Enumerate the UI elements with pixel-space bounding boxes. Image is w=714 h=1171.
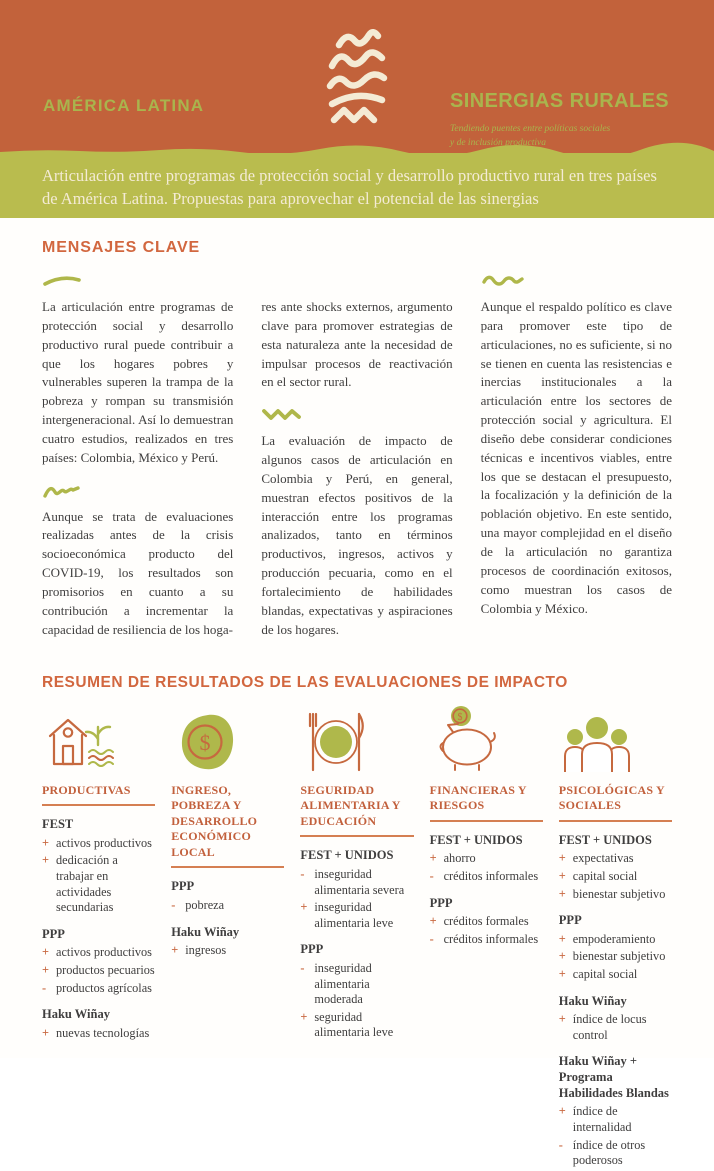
brand-title: SINERGIAS RURALES xyxy=(450,90,670,112)
impact-item xyxy=(171,943,284,959)
impact-item xyxy=(559,1104,672,1135)
impact-text: créditos informales xyxy=(443,931,539,946)
impact-list xyxy=(171,943,284,959)
program-name: Haku Wiñay xyxy=(171,924,240,939)
squiggle-spacer xyxy=(261,270,452,298)
impact-text: ingresos xyxy=(185,943,227,958)
program-group xyxy=(430,896,543,948)
key-messages-column xyxy=(42,270,233,654)
program-name: PPP xyxy=(171,879,195,894)
impact-text: índice de otros poderosos xyxy=(572,1137,646,1168)
impact-item xyxy=(300,900,413,931)
plus-sign: + xyxy=(429,914,437,929)
loop-squiggle-icon xyxy=(481,272,672,292)
column-title-underline xyxy=(300,835,413,837)
key-messages-columns xyxy=(42,270,672,654)
impact-text: capital social xyxy=(572,868,638,883)
impact-text: inseguridad alimentaria leve xyxy=(314,900,394,930)
wave-squiggle-icon xyxy=(42,482,233,502)
program-group xyxy=(559,1054,672,1168)
plus-sign: + xyxy=(558,1012,566,1027)
waves-logo-icon xyxy=(316,26,398,131)
impact-text: bienestar subjetivo xyxy=(572,949,666,964)
program-name: Haku Wiñay xyxy=(558,993,627,1008)
impact-text: bienestar subjetivo xyxy=(572,886,666,901)
results-column-title: PRODUCTIVAS xyxy=(42,782,131,797)
impact-text: inseguridad alimentaria moderada xyxy=(314,960,372,1007)
program-name: PPP xyxy=(558,913,582,928)
brand-tagline-line1: Tendiendo puentes entre políticas sociales xyxy=(450,124,611,134)
plus-sign: + xyxy=(558,886,566,901)
program-group xyxy=(559,994,672,1044)
impact-list xyxy=(430,914,543,947)
results-column xyxy=(559,704,672,1171)
impact-text: empoderamiento xyxy=(572,931,656,946)
impact-list xyxy=(300,867,413,931)
program-group xyxy=(430,833,543,885)
results-column-title: INGRESO, POBREZA Y DESARROLLO ECONÓMICO LOCAL xyxy=(171,782,258,859)
key-messages-column xyxy=(261,270,452,654)
key-message-paragraph: res ante shocks externos, argumento clave para promover estrategias de esta naturaleza ante la necesidad de impulsar procesos de reactivación en el sector rural. xyxy=(261,299,453,390)
results-heading: RESUMEN DE RESULTADOS DE LAS EVALUACIONES DE IMPACTO xyxy=(42,673,568,691)
impact-text: productos pecuarios xyxy=(56,963,155,977)
program-name: PPP xyxy=(300,942,324,957)
plus-sign: + xyxy=(42,853,50,868)
svg-text:$: $ xyxy=(457,711,463,723)
minus-sign: - xyxy=(42,980,47,995)
program-group xyxy=(300,848,413,931)
key-message-paragraph: La evaluación de impacto de algunos casos de articulación en Colombia y Perú, en general, muestran efectos positivos de la interacción entre los programas analizados, tanto en términos productivos, ingresos, activos y producción pecuaria, como en el fortalecimiento de habilidades blandas, expectativas y aspiraciones de los hogares. xyxy=(261,433,453,637)
impact-text: dedicación a trabajar en actividades secundarias xyxy=(56,853,118,915)
minus-sign: - xyxy=(300,960,305,975)
impact-list xyxy=(42,1026,155,1042)
plate-cutlery-icon xyxy=(300,704,413,774)
minus-sign: - xyxy=(558,1137,563,1152)
impact-text: activos productivos xyxy=(56,945,152,960)
minus-sign: - xyxy=(429,868,434,883)
key-message-paragraph: La articulación entre programas de protección social y desarrollo productivo rural puede contribuir a que los hogares pobres y vulnerables superen la trampa de la pobreza y rompan su transmisión intergeneracional. Así lo demuestran cuatro estudios, realizados en tres países: Colombia, México y Perú. xyxy=(42,299,234,465)
impact-text: activos productivos xyxy=(56,835,152,850)
program-group xyxy=(171,925,284,959)
torn-edge-divider xyxy=(0,147,714,154)
program-name: FEST + UNIDOS xyxy=(300,848,394,863)
program-group xyxy=(559,833,672,902)
impact-text: inseguridad alimentaria severa xyxy=(314,866,405,897)
impact-list xyxy=(42,945,155,996)
impact-item xyxy=(300,1010,413,1041)
impact-item xyxy=(171,898,284,914)
column-title-underline xyxy=(559,820,672,822)
impact-item xyxy=(559,967,672,983)
impact-list xyxy=(171,898,284,914)
impact-item xyxy=(559,887,672,903)
results-column-title: FINANCIERAS Y RIESGOS xyxy=(429,782,527,813)
program-group xyxy=(300,942,413,1041)
plus-sign: + xyxy=(558,931,566,946)
brand-block xyxy=(450,90,669,151)
main-content xyxy=(0,239,714,1171)
program-group xyxy=(559,913,672,982)
program-name: FEST + UNIDOS xyxy=(429,832,523,847)
impact-list xyxy=(559,932,672,983)
key-message-paragraph: Aunque el respaldo político es clave para promover este tipo de articulaciones, no es suficiente, si no se tienen en cuenta las resistencias e inercias institucionales a la articulación entre los sectores de protección social y agricultura. El diseño debe considerar condiciones técnicas e incentivos viables, entre los que se destacan el presupuesto, la focalización y la definición de la población objetivo. En este sentido, una mayor complejidad en el diseño de la articulación no garantiza procesos de coordinación exitosos, como muestran los casos de Colombia y México. xyxy=(480,299,672,616)
impact-item xyxy=(559,869,672,885)
minus-sign: - xyxy=(171,898,176,913)
plus-sign: + xyxy=(171,943,179,958)
impact-text: ahorro xyxy=(443,851,476,866)
plus-sign: + xyxy=(429,851,437,866)
zigzag-squiggle-icon xyxy=(261,406,452,426)
results-column xyxy=(300,704,413,1171)
plus-sign: + xyxy=(42,963,50,977)
impact-item xyxy=(42,836,155,852)
plus-sign: + xyxy=(558,851,566,866)
impact-item xyxy=(430,914,543,930)
impact-list xyxy=(42,836,155,916)
impact-item xyxy=(430,869,543,885)
impact-text: expectativas xyxy=(572,851,634,866)
document-title: Articulación entre programas de protección social y desarrollo productivo rural en tres países de América Latina. Propuestas para aprovechar el potencial de las sinergias xyxy=(42,166,657,209)
impact-item xyxy=(42,963,155,979)
impact-text: índice de internalidad xyxy=(572,1104,632,1134)
plus-sign: + xyxy=(558,1104,566,1119)
people-group-icon xyxy=(559,704,672,774)
program-group xyxy=(42,817,155,916)
plus-sign: + xyxy=(558,868,566,883)
program-group xyxy=(42,1007,155,1041)
impact-text: productos agrícolas xyxy=(56,980,152,995)
plus-sign: + xyxy=(42,1025,50,1040)
piggy-bank-icon xyxy=(430,704,543,774)
impact-item xyxy=(559,1012,672,1043)
minus-sign: - xyxy=(300,866,305,881)
impact-item xyxy=(42,853,155,915)
key-messages-column xyxy=(481,270,672,654)
plus-sign: + xyxy=(300,900,308,915)
results-columns xyxy=(42,704,672,1171)
impact-list xyxy=(559,1012,672,1043)
impact-item xyxy=(300,961,413,1008)
brand-tagline-line2: y de inclusión productiva xyxy=(450,138,546,149)
impact-list xyxy=(559,851,672,902)
plus-sign: + xyxy=(42,835,50,850)
program-name: Haku Wiñay xyxy=(42,1007,110,1022)
impact-item xyxy=(42,945,155,961)
impact-item xyxy=(430,851,543,867)
arc-squiggle-icon xyxy=(42,272,233,292)
program-name: FEST + UNIDOS xyxy=(558,832,652,847)
key-messages-heading: MENSAJES CLAVE xyxy=(42,239,201,256)
impact-item xyxy=(559,851,672,867)
program-name: PPP xyxy=(429,895,453,910)
plus-sign: + xyxy=(42,945,50,960)
results-column-title: SEGURIDAD ALIMENTARIA Y EDUCACIÓN xyxy=(300,782,401,828)
impact-list xyxy=(300,961,413,1041)
column-title-underline xyxy=(430,820,543,822)
minus-sign: - xyxy=(429,931,434,946)
results-column xyxy=(171,704,284,1171)
plus-sign: + xyxy=(558,949,566,964)
impact-text: capital social xyxy=(572,966,638,981)
plus-sign: + xyxy=(300,1009,308,1024)
results-column xyxy=(430,704,543,1171)
program-name: PPP xyxy=(42,926,65,941)
program-group xyxy=(171,879,284,913)
header xyxy=(0,0,714,153)
impact-text: índice de locus control xyxy=(572,1012,647,1042)
dollar-coin-icon xyxy=(171,704,284,774)
impact-item xyxy=(559,1138,672,1169)
impact-item xyxy=(430,932,543,948)
impact-list xyxy=(430,851,543,884)
key-message-paragraph: Aunque se trata de evaluaciones realizadas antes de la crisis socioeconómica producto del COVID-19, los resultados son promisorios en cuanto a su contribución a incrementar la capacidad de resiliencia de los hoga- xyxy=(42,508,234,637)
impact-text: nuevas tecnologías xyxy=(56,1025,150,1040)
program-name: Haku Wiñay + Programa Habilidades Blandas xyxy=(558,1054,669,1100)
impact-item xyxy=(42,1026,155,1042)
impact-list xyxy=(559,1104,672,1168)
column-title-underline xyxy=(42,804,155,806)
impact-item xyxy=(42,981,155,997)
results-column-title: PSICOLÓGICAS Y SOCIALES xyxy=(558,782,665,813)
results-column xyxy=(42,704,155,1171)
impact-text: seguridad alimentaria leve xyxy=(314,1009,394,1040)
svg-text:$: $ xyxy=(199,729,211,755)
region-label: AMÉRICA LATINA xyxy=(43,96,205,115)
program-group xyxy=(42,927,155,996)
program-name: FEST xyxy=(42,817,74,832)
impact-item xyxy=(559,932,672,948)
home-garden-icon xyxy=(42,704,155,774)
impact-text: créditos formales xyxy=(443,914,529,929)
impact-item xyxy=(559,949,672,965)
impact-item xyxy=(300,867,413,898)
impact-text: créditos informales xyxy=(443,868,539,883)
impact-text: pobreza xyxy=(185,898,225,913)
title-band xyxy=(0,153,714,218)
column-title-underline xyxy=(171,866,284,868)
plus-sign: + xyxy=(558,966,566,981)
